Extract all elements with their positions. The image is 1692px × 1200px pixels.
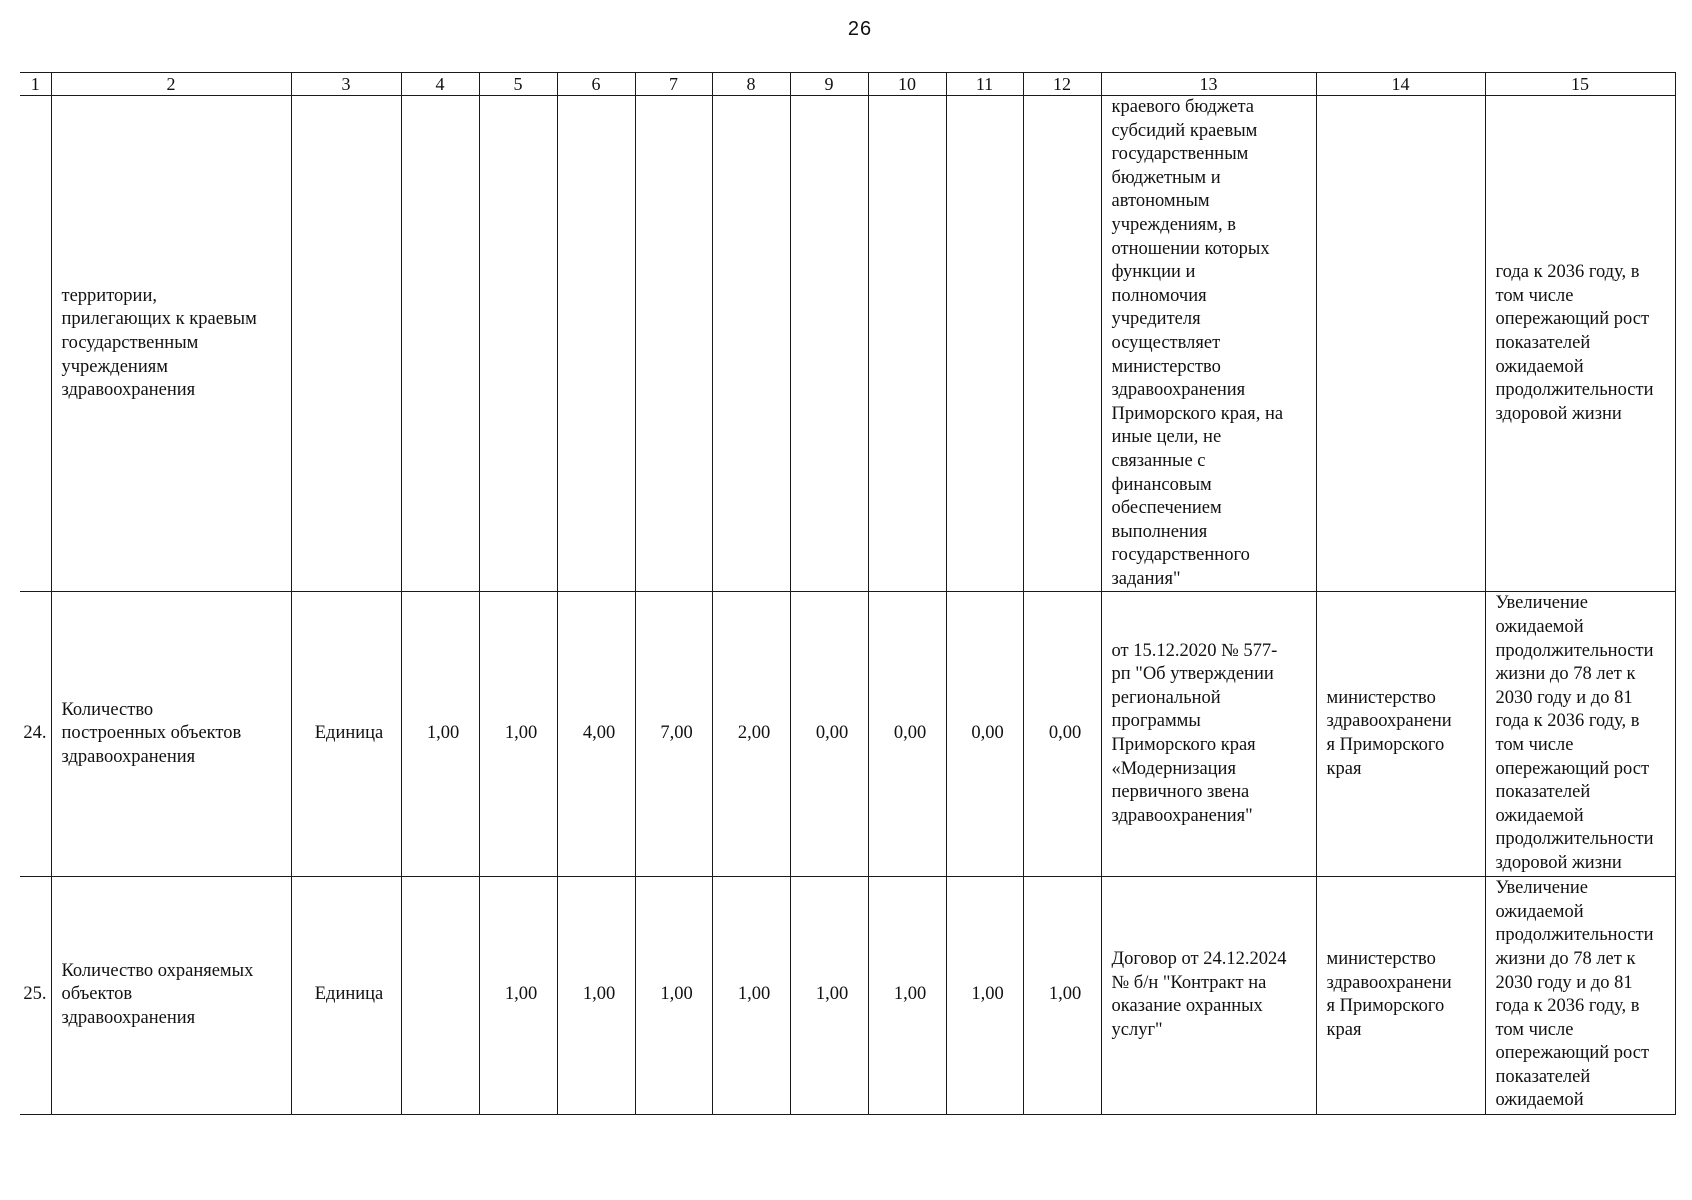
value-cell: 1,00: [868, 876, 946, 1114]
column-header: 9: [790, 73, 868, 96]
legal-basis-cell: Договор от 24.12.2024 № б/н "Контракт на оказание охранных услуг": [1101, 876, 1316, 1114]
row-number-cell: [20, 96, 51, 592]
value-cell: [712, 96, 790, 592]
column-header: 8: [712, 73, 790, 96]
value-cell: [868, 96, 946, 592]
indicator-name-cell: Количество построенных объектов здравоохранения: [51, 592, 291, 876]
value-cell: 4,00: [557, 592, 635, 876]
table-row-25: [20, 876, 1675, 1114]
value-cell: 1,00: [479, 876, 557, 1114]
column-header: 14: [1316, 73, 1485, 96]
column-number-header-row: [20, 73, 1675, 96]
value-cell: [1023, 96, 1101, 592]
value-cell: 1,00: [946, 876, 1023, 1114]
unit-cell: [291, 96, 401, 592]
indicator-name-cell: территории, прилегающих к краевым государственным учреждениям здравоохранения: [51, 96, 291, 592]
value-cell: [557, 96, 635, 592]
column-header: 11: [946, 73, 1023, 96]
unit-cell: Единица: [291, 876, 401, 1114]
indicators-table: [20, 72, 1676, 1115]
table-row-24: [20, 592, 1675, 876]
column-header: 7: [635, 73, 712, 96]
value-cell: 0,00: [1023, 592, 1101, 876]
value-cell: 1,00: [790, 876, 868, 1114]
value-cell: 1,00: [635, 876, 712, 1114]
value-cell: 0,00: [868, 592, 946, 876]
goal-cell: Увеличение ожидаемой продолжительности жизни до 78 лет к 2030 году и до 81 года к 2036 году, в том числе опережающий рост показателей ожидаемой продолжительности здоровой жизни: [1485, 592, 1675, 876]
value-cell: 2,00: [712, 592, 790, 876]
row-number-cell: 25.: [20, 876, 51, 1114]
page-number: 26: [847, 18, 873, 40]
column-header: 3: [291, 73, 401, 96]
value-cell: 1,00: [1023, 876, 1101, 1114]
value-cell: [401, 876, 479, 1114]
value-cell: 0,00: [790, 592, 868, 876]
value-cell: 1,00: [557, 876, 635, 1114]
value-cell: 1,00: [712, 876, 790, 1114]
value-cell: [946, 96, 1023, 592]
value-cell: 1,00: [479, 592, 557, 876]
row-number-cell: 24.: [20, 592, 51, 876]
column-header: 6: [557, 73, 635, 96]
responsible-cell: министерство здравоохранени я Приморского края: [1316, 876, 1485, 1114]
column-header: 5: [479, 73, 557, 96]
responsible-cell: министерство здравоохранени я Приморского края: [1316, 592, 1485, 876]
column-header: 13: [1101, 73, 1316, 96]
goal-cell: Увеличение ожидаемой продолжительности жизни до 78 лет к 2030 году и до 81 года к 2036 году, в том числе опережающий рост показателей ожидаемой: [1485, 876, 1675, 1114]
value-cell: [790, 96, 868, 592]
value-cell: [479, 96, 557, 592]
table-row-continuation: [20, 96, 1675, 592]
indicator-name-cell: Количество охраняемых объектов здравоохранения: [51, 876, 291, 1114]
goal-cell: года к 2036 году, в том числе опережающий рост показателей ожидаемой продолжительности здоровой жизни: [1485, 96, 1675, 592]
value-cell: 1,00: [401, 592, 479, 876]
legal-basis-cell: краевого бюджета субсидий краевым государственным бюджетным и автономным учреждениям, в отношении которых функции и полномочия учредителя осуществляет министерство здравоохранения Приморского края, на иные цели, не связанные с финансовым обеспечением выполнения государственного задания": [1101, 96, 1316, 592]
value-cell: [401, 96, 479, 592]
column-header: 10: [868, 73, 946, 96]
value-cell: [635, 96, 712, 592]
column-header: 4: [401, 73, 479, 96]
responsible-cell: [1316, 96, 1485, 592]
column-header: 2: [51, 73, 291, 96]
column-header: 1: [20, 73, 51, 96]
column-header: 15: [1485, 73, 1675, 96]
unit-cell: Единица: [291, 592, 401, 876]
value-cell: 7,00: [635, 592, 712, 876]
legal-basis-cell: от 15.12.2020 № 577- рп "Об утверждении региональной программы Приморского края «Модернизация первичного звена здравоохранения": [1101, 592, 1316, 876]
value-cell: 0,00: [946, 592, 1023, 876]
column-header: 12: [1023, 73, 1101, 96]
